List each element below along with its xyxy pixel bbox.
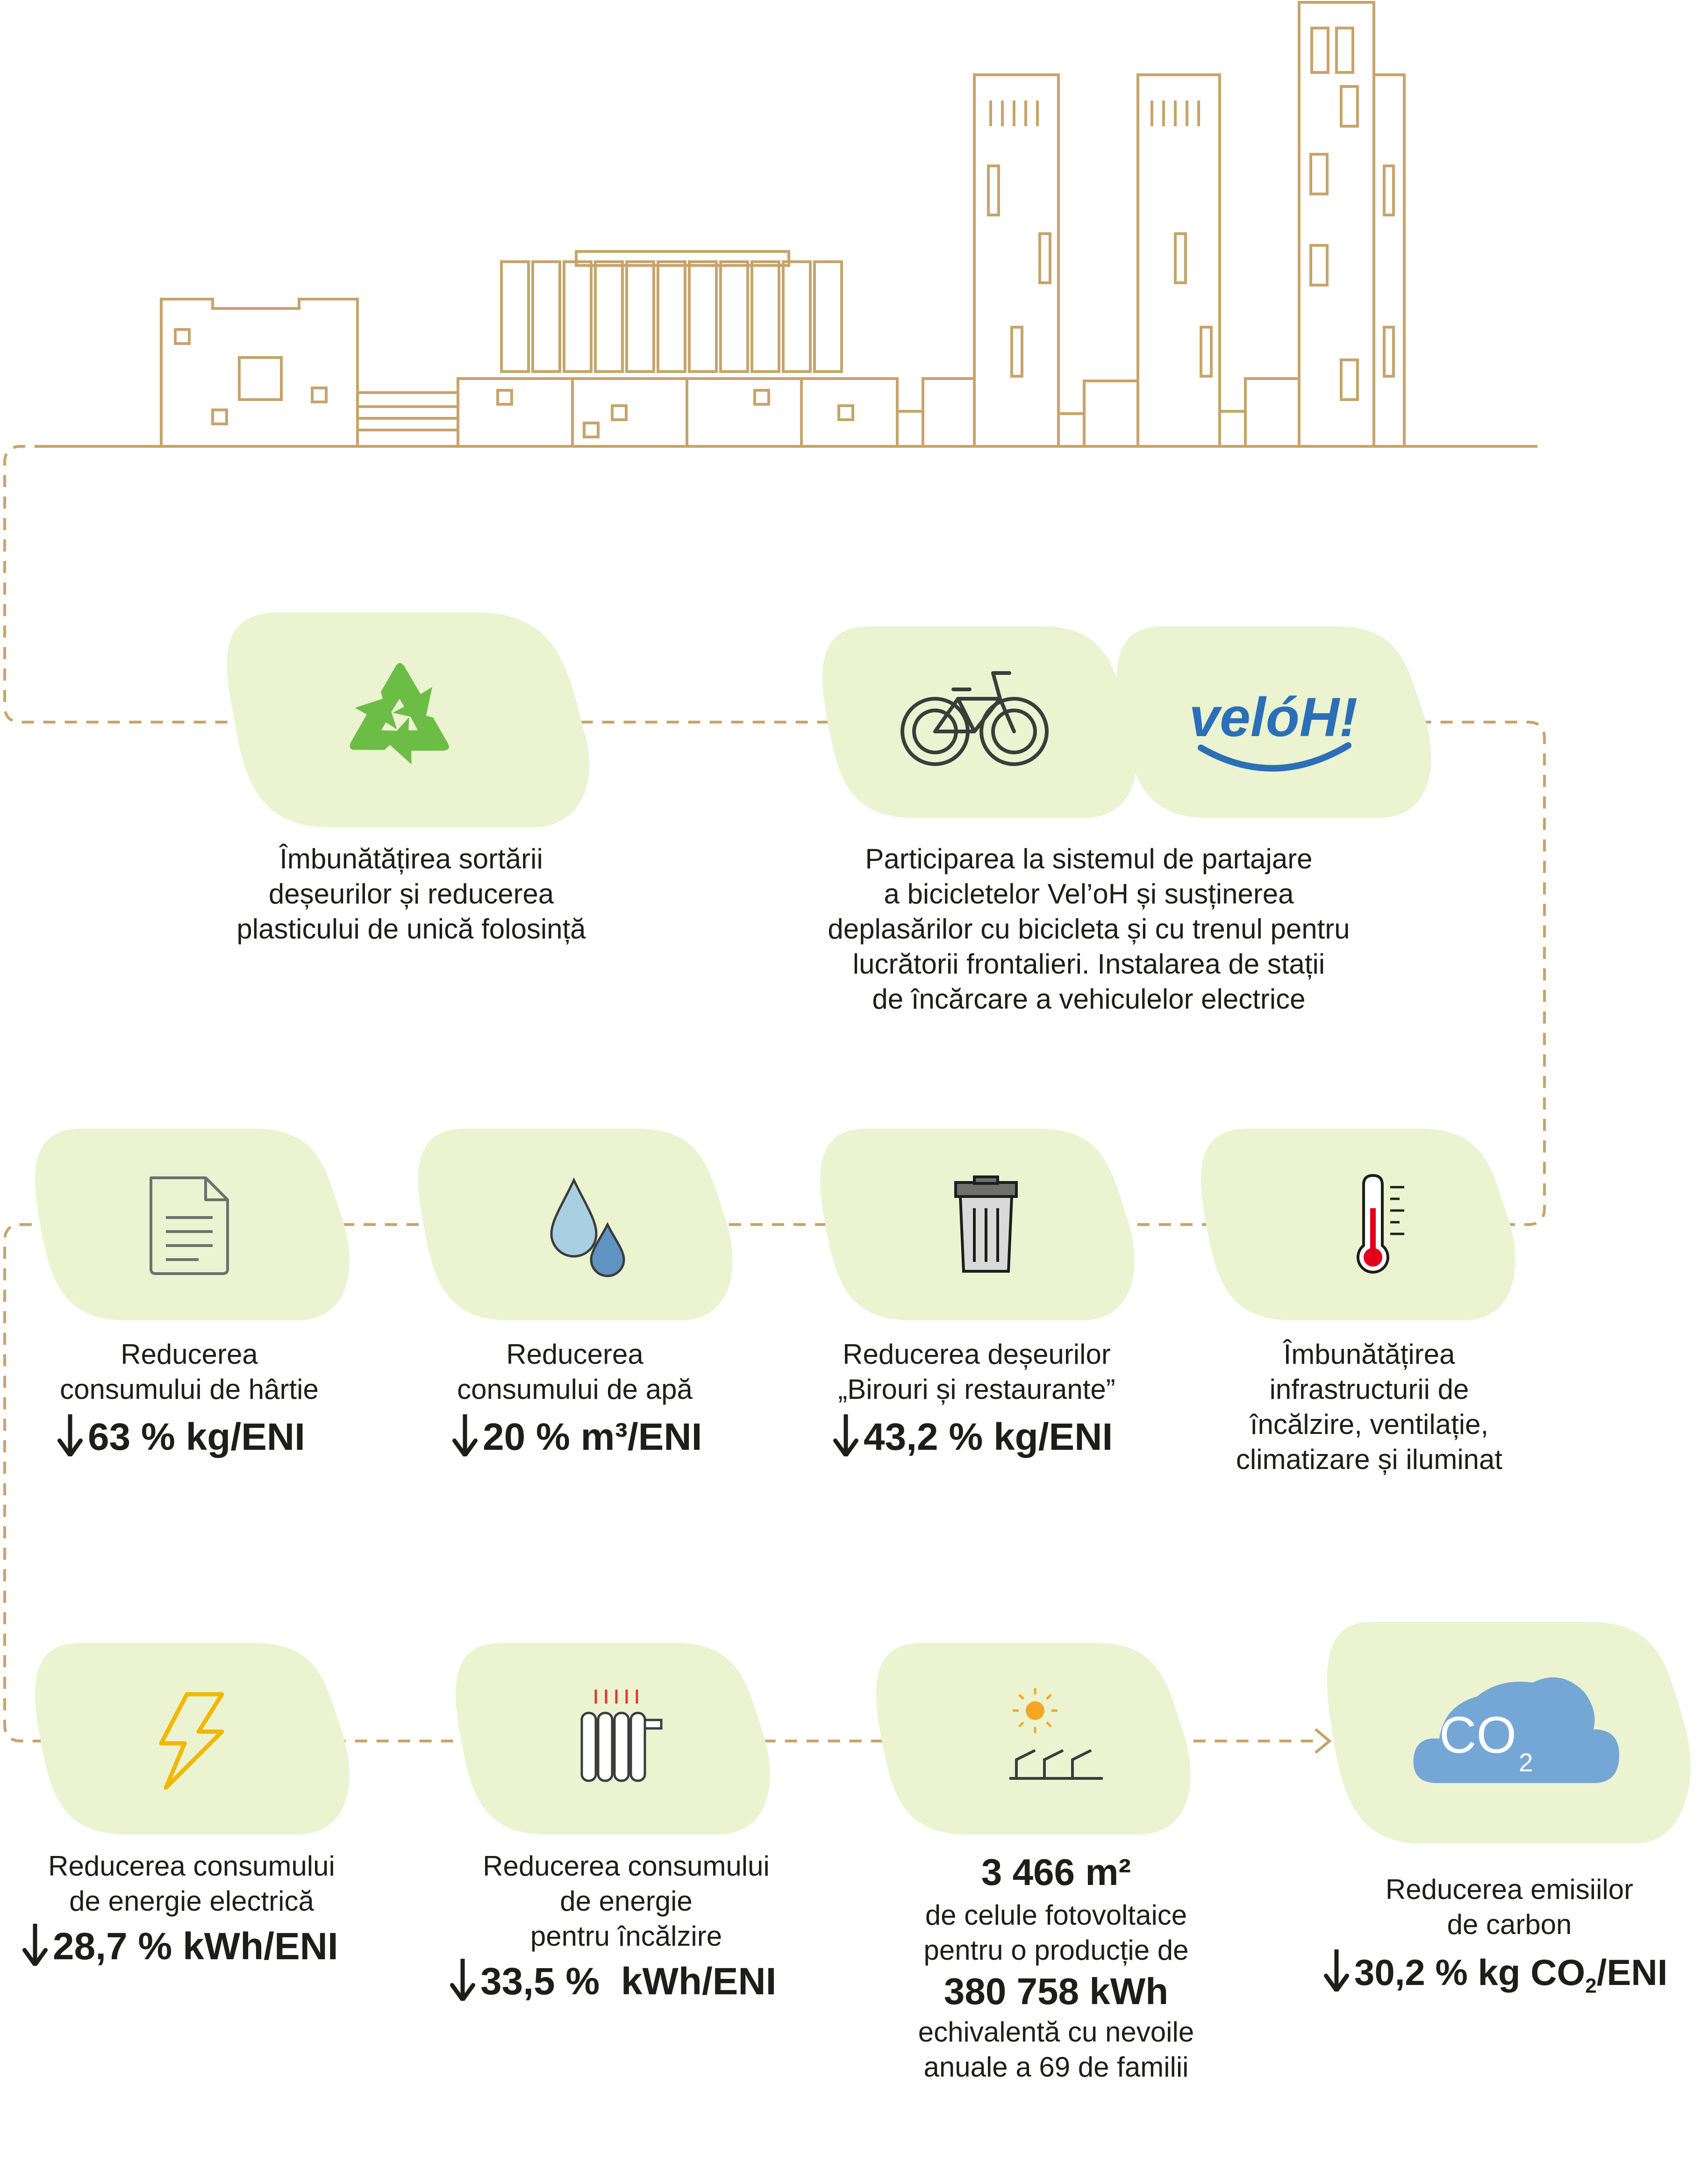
label-heating bbox=[449, 1848, 804, 1954]
label-paper bbox=[26, 1337, 353, 1407]
label-line: Îmbunătățirea bbox=[1283, 1339, 1455, 1370]
label-line: climatizare și iluminat bbox=[1236, 1444, 1503, 1475]
down-arrow-icon bbox=[449, 1959, 477, 2001]
down-arrow-icon bbox=[21, 1924, 49, 1966]
stat-value: 43,2 % kg/ENI bbox=[864, 1416, 1113, 1458]
down-arrow-icon bbox=[832, 1414, 860, 1456]
solar-production-value: 380 758 kWh bbox=[943, 1970, 1169, 2012]
co2-cloud-text: CO bbox=[1439, 1706, 1516, 1764]
label-line: plasticului de unică folosință bbox=[236, 913, 586, 945]
label-solar-b bbox=[879, 2014, 1234, 2085]
label-line: Reducerea deșeurilor bbox=[843, 1339, 1111, 1370]
down-arrow-icon bbox=[1322, 1949, 1351, 1992]
solar-area-value: 3 466 m² bbox=[981, 1851, 1131, 1893]
stat-carbon bbox=[1322, 1949, 1667, 2010]
label-line: deșeurilor și reducerea bbox=[268, 878, 554, 910]
label-line: încălzire, ventilație, bbox=[1250, 1409, 1489, 1440]
stat-subscript: 2 bbox=[1585, 1974, 1597, 1998]
label-line: Reducerea bbox=[121, 1339, 258, 1370]
label-line: lucrătorii frontalieri. Instalarea de stații bbox=[852, 948, 1325, 980]
stat-heating bbox=[449, 1958, 776, 2005]
label-line: de celule fotovoltaice bbox=[925, 1899, 1187, 1931]
label-line: Reducerea consumului bbox=[483, 1850, 770, 1882]
arrowhead-icon bbox=[1315, 1729, 1329, 1753]
label-solar-a bbox=[879, 1898, 1234, 1968]
stat-waste bbox=[832, 1414, 1113, 1461]
down-arrow-icon bbox=[56, 1414, 84, 1456]
label-line: Reducerea emisiilor bbox=[1385, 1874, 1634, 1905]
icon-cards bbox=[35, 612, 1690, 1844]
label-line: Îmbunătățirea sortării bbox=[279, 843, 543, 874]
down-arrow-icon bbox=[451, 1414, 479, 1456]
label-line: de energie bbox=[560, 1885, 693, 1917]
label-waste bbox=[813, 1337, 1140, 1407]
card-solar bbox=[876, 1643, 1191, 1834]
stat-electricity bbox=[21, 1923, 338, 1970]
label-line: de carbon bbox=[1447, 1909, 1572, 1940]
label-line: pentru o producție de bbox=[923, 1934, 1189, 1966]
label-line: de încărcare a vehiculelor electrice bbox=[872, 983, 1306, 1015]
label-line: Participarea la sistemul de partajare bbox=[865, 843, 1313, 874]
label-recycling bbox=[206, 841, 617, 946]
stat-value: 33,5 % kWh/ENI bbox=[480, 1960, 777, 2003]
label-electricity bbox=[14, 1848, 369, 1919]
label-line: consumului de apă bbox=[457, 1374, 693, 1405]
label-line: de energie electrică bbox=[69, 1885, 314, 1917]
stat-paper bbox=[56, 1414, 305, 1461]
label-line: echivalentă cu nevoile bbox=[918, 2016, 1194, 2048]
label-line: deplasărilor cu bicicleta și cu trenul pentru bbox=[828, 913, 1350, 945]
label-bike-sharing bbox=[813, 841, 1365, 1017]
label-line: a bicicletelor Vel’oH și susținerea bbox=[884, 878, 1294, 910]
label-line: infrastructurii de bbox=[1269, 1374, 1469, 1405]
building-skyline-illustration bbox=[47, 2, 1537, 446]
card-paper bbox=[35, 1129, 350, 1320]
stat-unit: /ENI bbox=[1596, 1952, 1668, 1993]
label-line: Reducerea consumului bbox=[48, 1850, 335, 1882]
veloh-logo-text: velóH! bbox=[1189, 687, 1358, 748]
label-line: „Birouri și restaurante” bbox=[838, 1374, 1115, 1405]
label-line: consumului de hârtie bbox=[60, 1374, 319, 1405]
card-electricity bbox=[35, 1643, 350, 1834]
stat-value: 20 % m³/ENI bbox=[483, 1416, 702, 1458]
trash-bin-icon bbox=[956, 1177, 1016, 1271]
stat-value: 28,7 % kWh/ENI bbox=[53, 1925, 338, 1968]
stat-water bbox=[451, 1414, 702, 1461]
label-line: pentru încălzire bbox=[530, 1920, 722, 1952]
card-thermometer bbox=[1201, 1129, 1515, 1320]
label-carbon bbox=[1332, 1872, 1687, 1942]
label-line: anuale a 69 de familii bbox=[923, 2051, 1189, 2083]
label-line: Reducerea bbox=[506, 1339, 643, 1370]
co2-cloud-subscript: 2 bbox=[1519, 1748, 1533, 1777]
label-hvac bbox=[1206, 1337, 1533, 1477]
stat-value: 30,2 % kg CO bbox=[1354, 1952, 1586, 1993]
stat-value: 63 % kg/ENI bbox=[88, 1416, 305, 1458]
label-water bbox=[411, 1337, 738, 1407]
